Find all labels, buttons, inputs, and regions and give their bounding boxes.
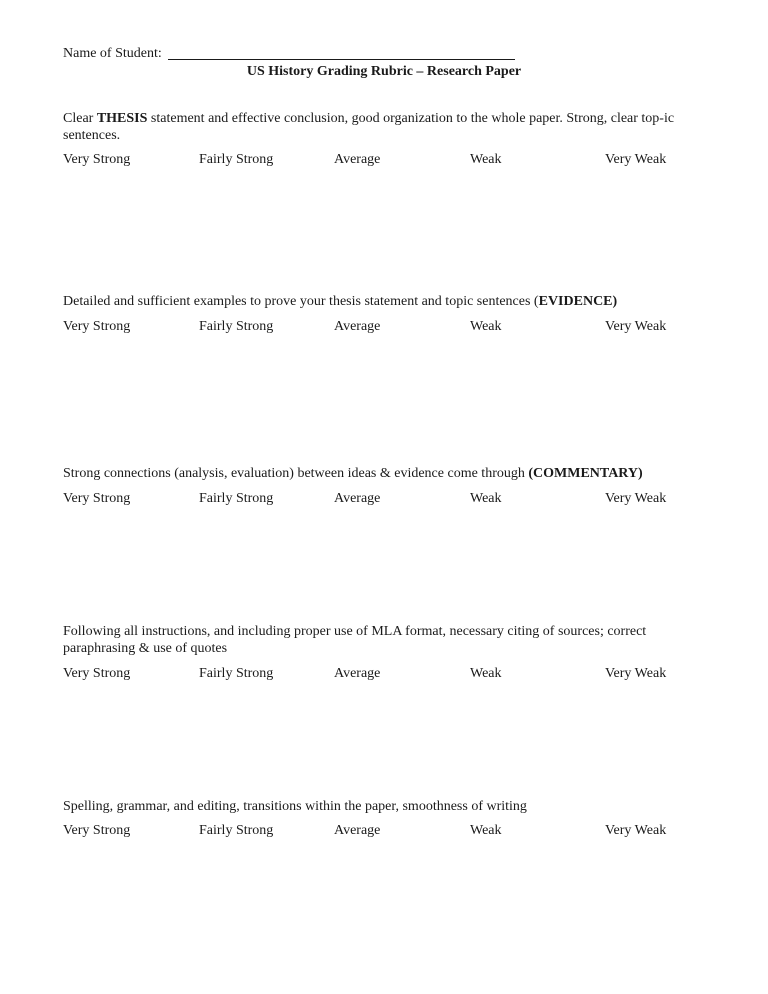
rating-very-strong[interactable]: Very Strong — [63, 491, 131, 506]
rating-very-weak[interactable]: Very Weak — [605, 666, 667, 681]
student-name-row — [63, 45, 515, 63]
rating-scale-evidence — [63, 318, 713, 336]
rating-very-strong[interactable]: Very Strong — [63, 152, 131, 167]
rating-fairly-strong[interactable]: Fairly Strong — [199, 319, 274, 334]
criterion-commentary — [63, 465, 708, 482]
criterion-evidence — [63, 293, 708, 310]
rating-very-strong[interactable]: Very Strong — [63, 319, 131, 334]
rating-average[interactable]: Average — [334, 823, 381, 838]
rating-scale-thesis — [63, 151, 713, 169]
page-title: US History Grading Rubric – Research Paper — [246, 64, 522, 79]
rating-scale-mechanics — [63, 822, 713, 840]
criterion-description: Detailed and sufficient examples to prove your thesis statement and topic sentences (EVIDENCE) — [63, 294, 618, 309]
rating-very-weak[interactable]: Very Weak — [605, 491, 667, 506]
criterion-thesis — [63, 110, 708, 144]
rating-fairly-strong[interactable]: Fairly Strong — [199, 666, 274, 681]
criterion-mechanics — [63, 798, 708, 815]
rating-weak[interactable]: Weak — [470, 319, 502, 334]
rating-weak[interactable]: Weak — [470, 152, 502, 167]
rating-weak[interactable]: Weak — [470, 491, 502, 506]
rating-weak[interactable]: Weak — [470, 666, 502, 681]
student-name-label: Name of Student: — [63, 46, 162, 61]
rating-scale-mla-format — [63, 665, 713, 683]
rating-average[interactable]: Average — [334, 491, 381, 506]
rating-very-strong[interactable]: Very Strong — [63, 823, 131, 838]
criterion-description: Following all instructions, and including proper use of MLA format, necessary citing of sources; correct paraphrasing & use of quotes — [63, 624, 647, 656]
rating-very-weak[interactable]: Very Weak — [605, 823, 667, 838]
rating-average[interactable]: Average — [334, 152, 381, 167]
criterion-description: Clear THESIS statement and effective conclusion, good organization to the whole paper. Strong, clear top-ic sentences. — [63, 111, 675, 143]
rating-very-weak[interactable]: Very Weak — [605, 319, 667, 334]
rating-fairly-strong[interactable]: Fairly Strong — [199, 152, 274, 167]
criterion-description: Spelling, grammar, and editing, transitions within the paper, smoothness of writing — [63, 799, 527, 814]
rating-fairly-strong[interactable]: Fairly Strong — [199, 491, 274, 506]
rating-scale-commentary — [63, 490, 713, 508]
rating-very-weak[interactable]: Very Weak — [605, 152, 667, 167]
criterion-mla-format — [63, 623, 708, 657]
rating-average[interactable]: Average — [334, 319, 381, 334]
rating-very-strong[interactable]: Very Strong — [63, 666, 131, 681]
student-name-blank[interactable] — [168, 45, 515, 60]
criterion-description: Strong connections (analysis, evaluation) between ideas & evidence come through (COMMENTARY) — [63, 466, 643, 481]
rating-weak[interactable]: Weak — [470, 823, 502, 838]
rating-fairly-strong[interactable]: Fairly Strong — [199, 823, 274, 838]
rating-average[interactable]: Average — [334, 666, 381, 681]
